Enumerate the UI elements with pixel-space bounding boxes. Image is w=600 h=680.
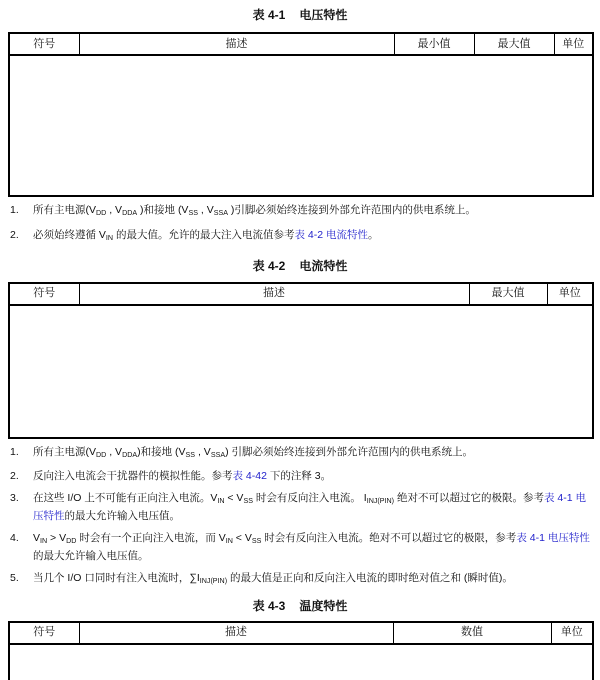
subscript: SSA xyxy=(213,208,228,217)
table-caption-number: 表 4-3 xyxy=(252,598,286,613)
voltage-characteristics-table-host xyxy=(8,32,592,197)
footnote xyxy=(8,491,592,524)
table-caption-title: 温度特性 xyxy=(299,598,348,613)
symbol-column-header: 符号 xyxy=(9,622,79,644)
footnote xyxy=(8,531,592,564)
table-row xyxy=(9,305,593,324)
table-header-row xyxy=(9,283,593,305)
footnote-number: 2. xyxy=(10,228,19,241)
table-row xyxy=(9,667,593,680)
table-caption xyxy=(8,599,592,614)
temperature-characteristics-table xyxy=(8,621,594,680)
subscript: SS xyxy=(251,536,262,545)
unit-column-header: 单位 xyxy=(554,33,593,55)
table-row xyxy=(9,97,593,118)
cross-reference-link[interactable]: 表 4-2 电流特性 xyxy=(294,228,368,241)
footnote-number: 3. xyxy=(10,492,19,505)
table-row xyxy=(9,158,593,196)
voltage-characteristics-table xyxy=(8,32,594,197)
footnote xyxy=(8,203,592,221)
subscript: SSA xyxy=(210,450,226,459)
table-footnotes xyxy=(8,203,592,246)
footnote-number: 2. xyxy=(10,470,19,483)
current-characteristics-table xyxy=(8,282,594,439)
max-value-column-header: 最大值 xyxy=(469,283,547,305)
table-row xyxy=(9,381,593,400)
footnote xyxy=(8,571,592,589)
footnote-number: 4. xyxy=(10,532,19,545)
table-row xyxy=(9,138,593,158)
table-caption-title: 电流特性 xyxy=(299,258,348,273)
min-value-column-header: 最小值 xyxy=(394,33,474,55)
current-characteristics-table-host xyxy=(8,282,592,439)
subscript: SS xyxy=(188,208,198,217)
footnote-number: 5. xyxy=(10,571,19,584)
footnote-text: 在这些 I/O 上不可能有正向注入电流。$V_{IN} < V_{SS}$ 时会有反向注入电流。 $I_{INJ(PIN)}$ 绝对不可以超过它的极限。参考表 4-1 电压特性的最大允许输入电压值。 xyxy=(33,492,586,523)
subscript: IN xyxy=(217,497,225,506)
subscript: IN xyxy=(105,233,114,242)
unit-column-header: 单位 xyxy=(551,622,593,644)
cross-reference-link[interactable]: 表 4-1 电压特性 xyxy=(516,532,590,545)
table-row xyxy=(9,362,593,381)
table-row xyxy=(9,419,593,438)
footnote xyxy=(8,228,592,246)
table-caption-number: 表 4-1 xyxy=(252,8,286,22)
subscript: DDA xyxy=(122,450,138,459)
footnote-text: $V_{IN} > V_{DD}$ 时会有一个正向注入电流，而 $V_{IN} < V_{SS}$ 时会有反向注入电流。绝对不可以超过它的极限，参考表 4-1 电压特性的最大允许输入电压值。 xyxy=(33,532,590,562)
subscript: IN xyxy=(40,536,48,545)
table-header-row xyxy=(9,622,593,644)
description-column-header: 描述 xyxy=(79,283,469,305)
footnote-number: 1. xyxy=(10,204,19,216)
value-column-header: 数值 xyxy=(393,622,551,644)
footnote-text: 当几个 I/O 口同时有注入电流时，$\sum I_{INJ(PIN)}$ 的最大值是正向和反向注入电流的即时绝对值之和 (瞬时值)。 xyxy=(33,571,513,585)
table-caption xyxy=(8,0,592,23)
symbol-column-header: 符号 xyxy=(9,33,79,55)
cross-reference-link[interactable]: 表 4-1 电压特性 xyxy=(33,492,586,523)
temperature-characteristics-table-host xyxy=(8,621,592,680)
symbol-column-header: 符号 xyxy=(9,283,79,305)
table-footnotes xyxy=(8,445,592,589)
table-header-row xyxy=(9,33,593,55)
footnote-text: 所有主电源($V_{DD}$ , $V_{DDA}$)和接地 ($V_{SS}$ , $V_{SSA}$) 引脚必须始终连接到外部允许范围内的供电系统上。 xyxy=(33,445,473,459)
unit-column-header: 单位 xyxy=(547,283,593,305)
table-row xyxy=(9,76,593,97)
table-caption-number: 表 4-2 xyxy=(252,258,286,273)
table-row xyxy=(9,644,593,667)
subscript: INJ(PIN) xyxy=(199,576,228,585)
description-column-header: 描述 xyxy=(79,622,393,644)
subscript: INJ(PIN) xyxy=(366,497,395,506)
footnote xyxy=(8,469,592,484)
subscript: SS xyxy=(185,450,196,459)
table-row xyxy=(9,343,593,362)
max-value-column-header: 最大值 xyxy=(474,33,554,55)
table-row xyxy=(9,324,593,343)
footnote-text: 反向注入电流会干扰器件的模拟性能。参考表 4-42 下的注释 3。 xyxy=(33,470,332,483)
table-caption-title: 电压特性 xyxy=(299,8,348,22)
table-row xyxy=(9,55,593,76)
footnote-number: 1. xyxy=(10,445,19,458)
subscript: SS xyxy=(243,497,253,506)
subscript: IN xyxy=(225,536,233,545)
subscript: DD xyxy=(66,536,77,545)
subscript: DD xyxy=(96,450,107,459)
footnote-text: 必须始终遵循 $V_{IN}$ 的最大值。允许的最大注入电流值参考表 4-2 电流特性。 xyxy=(33,228,379,242)
cross-reference-link[interactable]: 表 4-42 xyxy=(232,470,267,483)
footnote xyxy=(8,445,592,463)
subscript: DDA xyxy=(122,208,138,217)
table-row xyxy=(9,118,593,138)
subscript: DD xyxy=(96,208,107,217)
table-caption xyxy=(8,259,592,274)
footnote-text: 所有主电源($V_{DD}$ , $V_{DDA}$ )和接地 ($V_{SS}$ , $V_{SSA}$ )引脚必须始终连接到外部允许范围内的供电系统上。 xyxy=(33,204,476,217)
description-column-header: 描述 xyxy=(79,33,394,55)
table-row xyxy=(9,400,593,419)
datasheet-page xyxy=(8,0,592,680)
